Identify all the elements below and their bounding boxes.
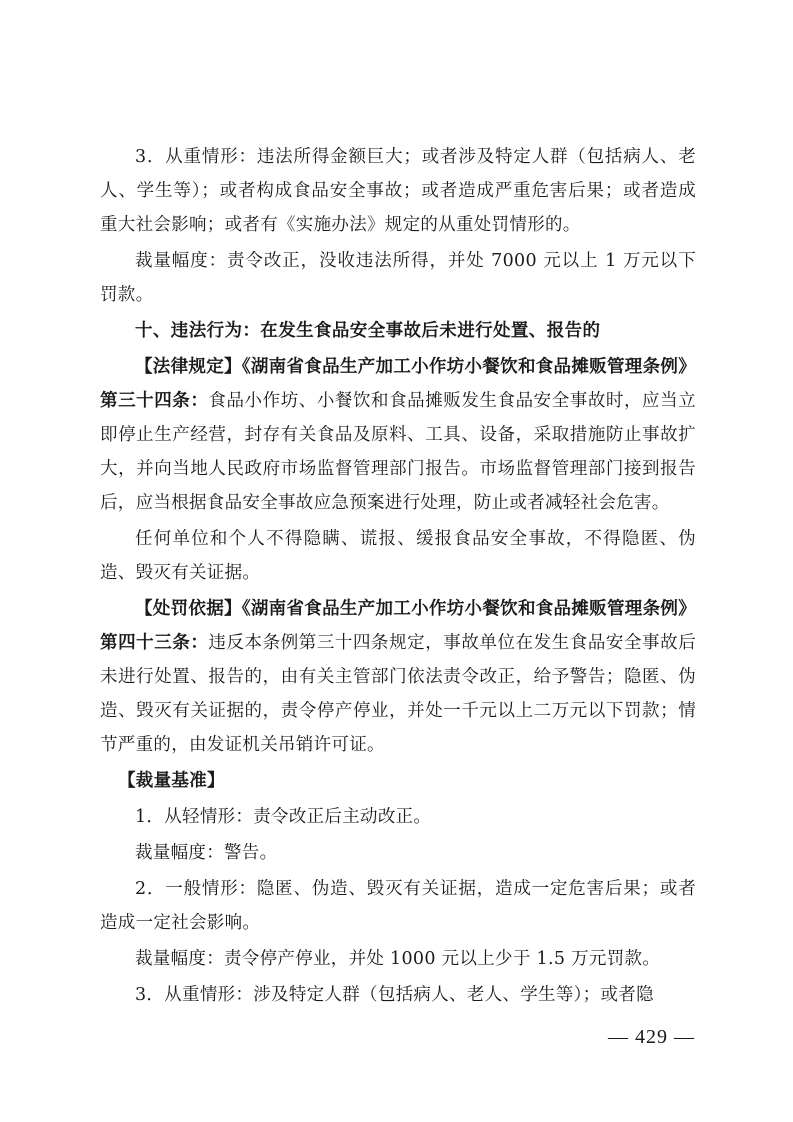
document-page xyxy=(100,140,696,1012)
law-provision-label: 【法律规定】《湖南省食品生产加工小作坊小餐饮和食品摊贩管理条例》第三十四条： xyxy=(100,357,696,411)
discretion-standard-heading: 【裁量基准】 xyxy=(118,771,225,791)
light-case-range: 裁量幅度：警告。 xyxy=(135,843,278,863)
law-provision-paragraph xyxy=(100,350,696,520)
law-provision-paragraph-2: 任何单位和个人不得隐瞒、谎报、缓报食品安全事故，不得隐匿、伪造、毁灭有关证据。 xyxy=(100,529,696,583)
page-number: — 429 — xyxy=(608,1026,695,1048)
law-provision-text: 食品小作坊、小餐饮和食品摊贩发生食品安全事故时，应当立即停止生产经营，封存有关食品及原料、工具、设备，采取措施防止事故扩大，并向当地人民政府市场监督管理部门报告。市场监督管理部门接到报告后，应当根据食品安全事故应急预案进行处理，防止或者减轻社会危害。 xyxy=(100,391,696,513)
section-10-heading: 十、违法行为：在发生食品安全事故后未进行处置、报告的 xyxy=(135,321,601,341)
general-case-range: 裁量幅度：责令停产停业，并处 1000 元以上少于 1.5 万元罚款。 xyxy=(135,949,661,969)
severe-case-prev-paragraph: 3．从重情形：违法所得金额巨大；或者涉及特定人群（包括病人、老人、学生等）；或者构成食品安全事故；或者造成严重危害后果；或者造成重大社会影响；或者有《实施办法》规定的从重处罚情形的。 xyxy=(100,147,696,235)
penalty-basis-paragraph xyxy=(100,592,696,762)
general-case-paragraph: 2．一般情形：隐匿、伪造、毁灭有关证据，造成一定危害后果；或者造成一定社会影响。 xyxy=(100,879,696,933)
penalty-basis-text: 违反本条例第三十四条规定，事故单位在发生食品安全事故后未进行处置、报告的，由有关主管部门依法责令改正，给予警告；隐匿、伪造、毁灭有关证据的，责令停产停业，并处一千元以上二万元以下罚款；情节严重的，由发证机关吊销许可证。 xyxy=(100,633,696,755)
light-case-paragraph: 1．从轻情形：责令改正后主动改正。 xyxy=(135,807,432,827)
severe-case-paragraph: 3．从重情形：涉及特定人群（包括病人、老人、学生等）；或者隐 xyxy=(135,985,654,1005)
severe-case-prev-range: 裁量幅度：责令改正，没收违法所得，并处 7000 元以上 1 万元以下罚款。 xyxy=(100,251,696,305)
penalty-basis-label: 【处罚依据】《湖南省食品生产加工小作坊小餐饮和食品摊贩管理条例》第四十三条： xyxy=(100,599,696,653)
